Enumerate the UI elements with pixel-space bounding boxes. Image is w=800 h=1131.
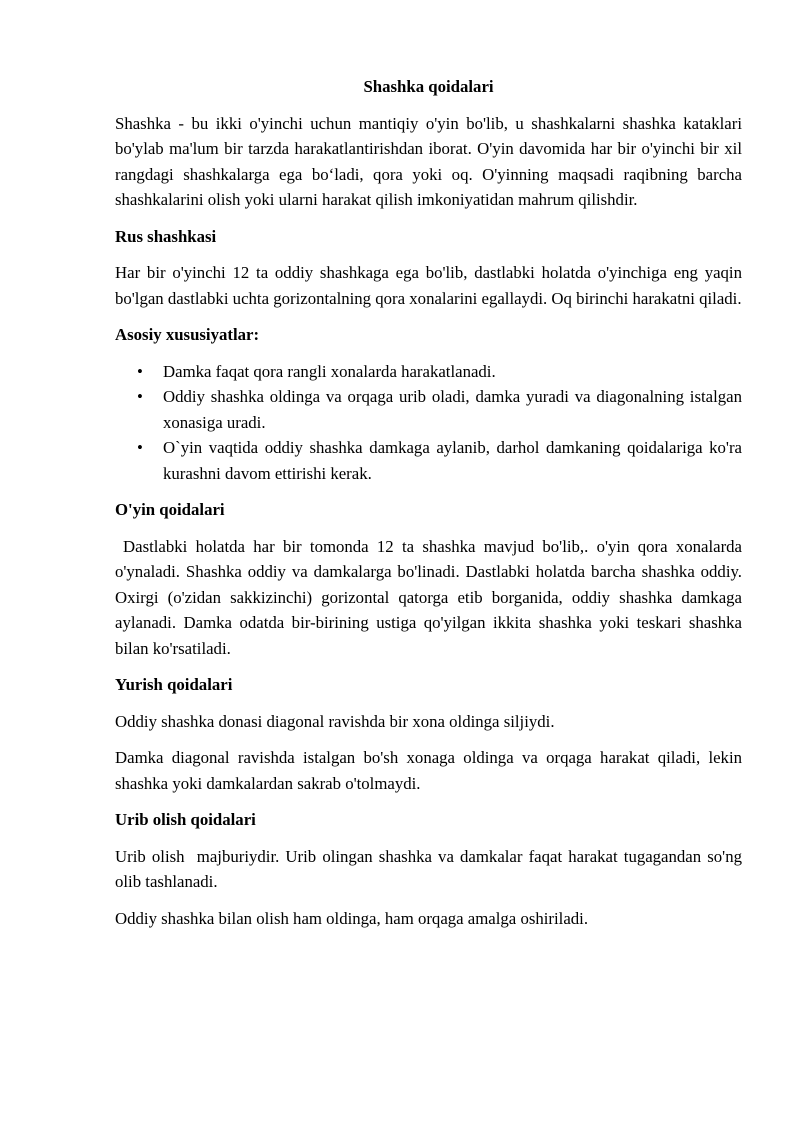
section-heading-moves: Yurish qoidalari <box>115 675 233 694</box>
document-title: Shashka qoidalari <box>363 77 494 96</box>
list-item-text: O`yin vaqtida oddiy shashka damkaga aylanib, darhol damkaning qoidalariga ko'ra kurashni davom ettirishi kerak. <box>163 438 742 483</box>
list-item-text: Damka faqat qora rangli xonalarda harakatlanadi. <box>163 361 496 381</box>
section-heading-features: Asosiy xususiyatlar: <box>115 325 260 344</box>
capture-paragraph: Urib olish majburiydir. Urib olingan shashka va damkalar faqat harakat tugagandan so'ng olib tashlanadi. <box>115 846 747 891</box>
section-heading-game-rules: O'yin qoidalari <box>115 500 225 519</box>
list-item <box>115 359 742 385</box>
list-item <box>115 435 742 486</box>
moves-paragraph: Oddiy shashka donasi diagonal ravishda bir xona oldinga siljiydi. <box>115 711 555 731</box>
bullet-icon: • <box>137 361 143 381</box>
bullet-icon: • <box>137 438 143 457</box>
document-page <box>115 74 747 942</box>
game-rules-paragraph: Dastlabki holatda har bir tomonda 12 ta shashka mavjud bo'lib,. o'yin qora xonalarda o'ynaladi. Shashka oddiy va damkalarga bo'linadi. Dastlabki holatda barcha shashka oddiy. Oxirgi (o'zidan sakkizinchi) gorizontal qatorga etib borganida, oddiy shashka damkaga aylanadi. Damka odatda bir-birining ustiga qo'yilgan ikkita shashka yoki teskari shashka bilan ko'rsatiladi. <box>115 536 742 658</box>
rus-paragraph: Har bir o'yinchi 12 ta oddiy shashkaga ega bo'lib, dastlabki holatda o'yinchiga eng yaqin bo'lgan dastlabki uchta gorizontalning qora xonalarini egallaydi. Oq birinchi harakatni qiladi. <box>115 263 742 308</box>
features-list <box>115 359 742 487</box>
intro-paragraph: Shashka - bu ikki o'yinchi uchun mantiqiy o'yin bo'lib, u shashkalarni shashka kataklari bo'ylab ma'lum bir tarzda harakatlantirishdan iborat. O'yin davomida har bir o'yinchi bir xil rangdagi shashkalarga ega bo‘ladi, qora yoki oq. O'yinning maqsadi raqibning barcha shashkalarini olish yoki ularni harakat qilish imkoniyatidan mahrum qilishdir. <box>115 113 742 209</box>
moves-paragraph: Damka diagonal ravishda istalgan bo'sh xonaga oldinga va orqaga harakat qiladi, lekin shashka yoki damkalardan sakrab o'tolmaydi. <box>115 748 742 793</box>
section-heading-capture: Urib olish qoidalari <box>115 810 256 829</box>
section-heading-rus: Rus shashkasi <box>115 226 217 246</box>
bullet-icon: • <box>137 387 143 406</box>
capture-paragraph: Oddiy shashka bilan olish ham oldinga, ham orqaga amalga oshiriladi. <box>115 908 589 928</box>
list-item <box>115 384 742 435</box>
list-item-text: Oddiy shashka oldinga va orqaga urib oladi, damka yuradi va diagonalning istalgan xonasiga uradi. <box>163 387 742 432</box>
